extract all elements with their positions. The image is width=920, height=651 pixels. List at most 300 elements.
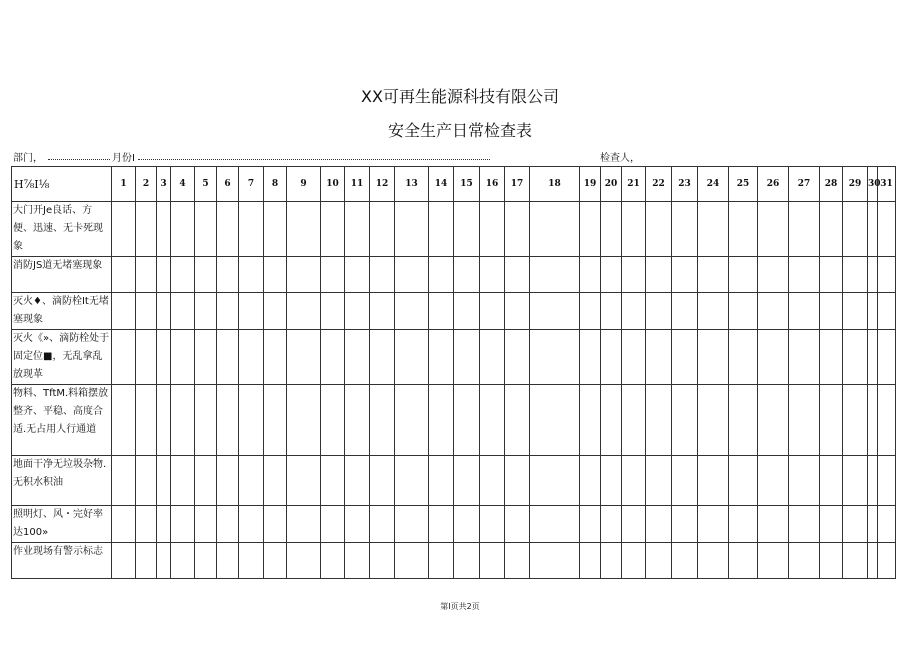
- check-cell-day-1[interactable]: [112, 543, 136, 579]
- check-cell-day-20[interactable]: [601, 543, 622, 579]
- day-header-23: 23: [672, 167, 698, 202]
- check-cell-day-22[interactable]: [646, 456, 672, 506]
- check-cell-day-28[interactable]: [820, 543, 843, 579]
- check-cell-day-4[interactable]: [171, 506, 195, 543]
- check-cell-day-14[interactable]: [429, 506, 454, 543]
- check-cell-day-6[interactable]: [217, 257, 239, 293]
- check-cell-day-13[interactable]: [395, 385, 429, 456]
- check-cell-day-30[interactable]: [868, 506, 878, 543]
- day-header-13: 13: [395, 167, 429, 202]
- check-item-label: 作业现场有警示标志: [12, 543, 112, 579]
- form-title: 安全生产日常检查表: [387, 121, 532, 140]
- check-cell-day-30[interactable]: [868, 543, 878, 579]
- day-header-5: 5: [195, 167, 217, 202]
- item-column-header: H⅞I⅛: [12, 167, 112, 202]
- check-cell-day-30[interactable]: [868, 293, 878, 330]
- check-cell-day-6[interactable]: [217, 506, 239, 543]
- check-cell-day-3[interactable]: [157, 202, 171, 257]
- check-cell-day-27[interactable]: [789, 543, 820, 579]
- check-cell-day-12[interactable]: [370, 257, 395, 293]
- check-cell-day-18[interactable]: [530, 506, 580, 543]
- check-cell-day-27[interactable]: [789, 257, 820, 293]
- day-header-19: 19: [580, 167, 601, 202]
- check-cell-day-21[interactable]: [622, 506, 646, 543]
- check-cell-day-29[interactable]: [843, 543, 868, 579]
- day-header-7: 7: [239, 167, 264, 202]
- check-cell-day-8[interactable]: [264, 330, 287, 385]
- check-cell-day-31[interactable]: [878, 506, 896, 543]
- check-cell-day-15[interactable]: [454, 506, 480, 543]
- check-cell-day-28[interactable]: [820, 506, 843, 543]
- check-cell-day-10[interactable]: [321, 506, 345, 543]
- check-cell-day-11[interactable]: [345, 257, 370, 293]
- check-cell-day-23[interactable]: [672, 456, 698, 506]
- check-cell-day-23[interactable]: [672, 543, 698, 579]
- check-cell-day-7[interactable]: [239, 456, 264, 506]
- check-cell-day-5[interactable]: [195, 456, 217, 506]
- day-header-31: 31: [878, 167, 896, 202]
- check-cell-day-9[interactable]: [287, 543, 321, 579]
- check-cell-day-11[interactable]: [345, 330, 370, 385]
- check-cell-day-13[interactable]: [395, 456, 429, 506]
- check-cell-day-9[interactable]: [287, 506, 321, 543]
- check-cell-day-28[interactable]: [820, 385, 843, 456]
- check-cell-day-30[interactable]: [868, 257, 878, 293]
- check-cell-day-3[interactable]: [157, 543, 171, 579]
- check-cell-day-19[interactable]: [580, 456, 601, 506]
- check-cell-day-22[interactable]: [646, 385, 672, 456]
- check-cell-day-27[interactable]: [789, 506, 820, 543]
- check-cell-day-12[interactable]: [370, 293, 395, 330]
- check-cell-day-10[interactable]: [321, 543, 345, 579]
- check-cell-day-24[interactable]: [698, 456, 729, 506]
- check-cell-day-29[interactable]: [843, 202, 868, 257]
- check-cell-day-6[interactable]: [217, 385, 239, 456]
- check-cell-day-7[interactable]: [239, 330, 264, 385]
- check-cell-day-12[interactable]: [370, 506, 395, 543]
- check-cell-day-25[interactable]: [729, 257, 758, 293]
- table-row: [12, 385, 896, 456]
- check-cell-day-19[interactable]: [580, 543, 601, 579]
- check-cell-day-24[interactable]: [698, 330, 729, 385]
- check-item-label: 照明灯、风・完好率达100»: [12, 506, 112, 543]
- check-cell-day-3[interactable]: [157, 257, 171, 293]
- check-cell-day-13[interactable]: [395, 293, 429, 330]
- check-cell-day-7[interactable]: [239, 506, 264, 543]
- check-cell-day-9[interactable]: [287, 293, 321, 330]
- check-cell-day-26[interactable]: [758, 506, 789, 543]
- check-cell-day-25[interactable]: [729, 293, 758, 330]
- check-cell-day-11[interactable]: [345, 543, 370, 579]
- month-label: 月份I: [112, 153, 135, 164]
- table-row: [12, 330, 896, 385]
- check-cell-day-6[interactable]: [217, 202, 239, 257]
- check-cell-day-23[interactable]: [672, 257, 698, 293]
- day-header-26: 26: [758, 167, 789, 202]
- check-cell-day-29[interactable]: [843, 330, 868, 385]
- month-fill-line[interactable]: [138, 149, 490, 160]
- check-cell-day-1[interactable]: [112, 257, 136, 293]
- check-cell-day-24[interactable]: [698, 293, 729, 330]
- check-item-label: 灭火♦、滴防栓It无堵塞现象: [12, 293, 112, 330]
- check-cell-day-31[interactable]: [878, 330, 896, 385]
- day-header-4: 4: [171, 167, 195, 202]
- check-cell-day-21[interactable]: [622, 456, 646, 506]
- check-cell-day-14[interactable]: [429, 456, 454, 506]
- check-cell-day-6[interactable]: [217, 543, 239, 579]
- check-cell-day-26[interactable]: [758, 456, 789, 506]
- check-cell-day-26[interactable]: [758, 543, 789, 579]
- check-cell-day-28[interactable]: [820, 330, 843, 385]
- day-header-22: 22: [646, 167, 672, 202]
- check-cell-day-13[interactable]: [395, 543, 429, 579]
- check-cell-day-20[interactable]: [601, 293, 622, 330]
- check-item-label: 灭火《»、滴防栓处于固定位■，无乱拿乱放现革: [12, 330, 112, 385]
- check-cell-day-27[interactable]: [789, 456, 820, 506]
- check-cell-day-12[interactable]: [370, 330, 395, 385]
- check-cell-day-25[interactable]: [729, 330, 758, 385]
- check-cell-day-24[interactable]: [698, 202, 729, 257]
- page-number: 第Ⅰ页共2页: [440, 602, 480, 611]
- check-cell-day-20[interactable]: [601, 257, 622, 293]
- check-cell-day-3[interactable]: [157, 385, 171, 456]
- check-cell-day-4[interactable]: [171, 543, 195, 579]
- check-cell-day-5[interactable]: [195, 257, 217, 293]
- check-cell-day-17[interactable]: [505, 543, 530, 579]
- check-cell-day-2[interactable]: [136, 293, 157, 330]
- check-cell-day-18[interactable]: [530, 293, 580, 330]
- check-cell-day-7[interactable]: [239, 257, 264, 293]
- day-header-25: 25: [729, 167, 758, 202]
- check-cell-day-18[interactable]: [530, 456, 580, 506]
- check-cell-day-6[interactable]: [217, 456, 239, 506]
- day-header-8: 8: [264, 167, 287, 202]
- check-cell-day-28[interactable]: [820, 293, 843, 330]
- check-cell-day-15[interactable]: [454, 202, 480, 257]
- check-cell-day-8[interactable]: [264, 543, 287, 579]
- check-cell-day-10[interactable]: [321, 293, 345, 330]
- check-cell-day-31[interactable]: [878, 385, 896, 456]
- check-cell-day-30[interactable]: [868, 330, 878, 385]
- check-cell-day-23[interactable]: [672, 385, 698, 456]
- check-cell-day-26[interactable]: [758, 293, 789, 330]
- check-cell-day-2[interactable]: [136, 257, 157, 293]
- check-cell-day-1[interactable]: [112, 506, 136, 543]
- check-cell-day-13[interactable]: [395, 257, 429, 293]
- check-cell-day-10[interactable]: [321, 257, 345, 293]
- day-header-14: 14: [429, 167, 454, 202]
- check-cell-day-25[interactable]: [729, 202, 758, 257]
- check-cell-day-31[interactable]: [878, 543, 896, 579]
- check-cell-day-21[interactable]: [622, 257, 646, 293]
- check-cell-day-12[interactable]: [370, 456, 395, 506]
- check-cell-day-8[interactable]: [264, 257, 287, 293]
- check-cell-day-2[interactable]: [136, 456, 157, 506]
- check-cell-day-8[interactable]: [264, 506, 287, 543]
- check-cell-day-19[interactable]: [580, 257, 601, 293]
- check-cell-day-30[interactable]: [868, 456, 878, 506]
- check-cell-day-23[interactable]: [672, 330, 698, 385]
- check-cell-day-5[interactable]: [195, 330, 217, 385]
- check-cell-day-25[interactable]: [729, 543, 758, 579]
- check-cell-day-10[interactable]: [321, 385, 345, 456]
- check-cell-day-27[interactable]: [789, 293, 820, 330]
- check-cell-day-11[interactable]: [345, 506, 370, 543]
- check-cell-day-16[interactable]: [480, 293, 505, 330]
- check-cell-day-8[interactable]: [264, 202, 287, 257]
- day-header-9: 9: [287, 167, 321, 202]
- check-cell-day-24[interactable]: [698, 385, 729, 456]
- check-cell-day-3[interactable]: [157, 456, 171, 506]
- check-cell-day-10[interactable]: [321, 330, 345, 385]
- check-item-label: 大门开Je良话、方便、迅速、无卡死现象: [12, 202, 112, 257]
- check-cell-day-9[interactable]: [287, 330, 321, 385]
- check-cell-day-20[interactable]: [601, 506, 622, 543]
- check-cell-day-1[interactable]: [112, 385, 136, 456]
- check-cell-day-26[interactable]: [758, 385, 789, 456]
- check-cell-day-5[interactable]: [195, 543, 217, 579]
- check-cell-day-26[interactable]: [758, 257, 789, 293]
- check-cell-day-7[interactable]: [239, 543, 264, 579]
- check-cell-day-16[interactable]: [480, 543, 505, 579]
- day-header-2: 2: [136, 167, 157, 202]
- check-cell-day-27[interactable]: [789, 385, 820, 456]
- check-cell-day-4[interactable]: [171, 257, 195, 293]
- check-cell-day-21[interactable]: [622, 293, 646, 330]
- day-header-18: 18: [530, 167, 580, 202]
- check-cell-day-4[interactable]: [171, 293, 195, 330]
- check-cell-day-28[interactable]: [820, 202, 843, 257]
- check-cell-day-1[interactable]: [112, 330, 136, 385]
- check-cell-day-4[interactable]: [171, 202, 195, 257]
- check-cell-day-25[interactable]: [729, 506, 758, 543]
- check-item-label: 地面干净无垃圾杂物.无积水积油: [12, 456, 112, 506]
- check-cell-day-28[interactable]: [820, 257, 843, 293]
- check-cell-day-1[interactable]: [112, 456, 136, 506]
- check-cell-day-29[interactable]: [843, 257, 868, 293]
- check-cell-day-22[interactable]: [646, 506, 672, 543]
- check-cell-day-6[interactable]: [217, 330, 239, 385]
- check-cell-day-26[interactable]: [758, 330, 789, 385]
- check-cell-day-16[interactable]: [480, 456, 505, 506]
- check-cell-day-29[interactable]: [843, 506, 868, 543]
- check-cell-day-12[interactable]: [370, 202, 395, 257]
- check-cell-day-11[interactable]: [345, 456, 370, 506]
- check-cell-day-22[interactable]: [646, 330, 672, 385]
- check-cell-day-6[interactable]: [217, 293, 239, 330]
- check-cell-day-9[interactable]: [287, 385, 321, 456]
- check-cell-day-24[interactable]: [698, 543, 729, 579]
- check-cell-day-1[interactable]: [112, 293, 136, 330]
- day-header-15: 15: [454, 167, 480, 202]
- table-row: [12, 202, 896, 257]
- check-cell-day-10[interactable]: [321, 456, 345, 506]
- check-cell-day-22[interactable]: [646, 257, 672, 293]
- check-cell-day-23[interactable]: [672, 202, 698, 257]
- day-header-28: 28: [820, 167, 843, 202]
- check-item-label: 物料、TftM.料箱摆放整齐、平稳、高度合适.无占用人行通道: [12, 385, 112, 456]
- table-row: [12, 543, 896, 579]
- check-cell-day-20[interactable]: [601, 330, 622, 385]
- check-cell-day-9[interactable]: [287, 456, 321, 506]
- check-cell-day-4[interactable]: [171, 456, 195, 506]
- check-cell-day-15[interactable]: [454, 385, 480, 456]
- check-cell-day-12[interactable]: [370, 385, 395, 456]
- check-cell-day-8[interactable]: [264, 293, 287, 330]
- day-header-30: 30: [868, 167, 878, 202]
- check-cell-day-8[interactable]: [264, 456, 287, 506]
- check-cell-day-5[interactable]: [195, 385, 217, 456]
- check-cell-day-22[interactable]: [646, 543, 672, 579]
- company-name: XX可再生能源科技有限公司: [361, 87, 559, 106]
- check-cell-day-21[interactable]: [622, 330, 646, 385]
- check-cell-day-13[interactable]: [395, 202, 429, 257]
- check-cell-day-3[interactable]: [157, 330, 171, 385]
- check-cell-day-15[interactable]: [454, 257, 480, 293]
- check-cell-day-24[interactable]: [698, 506, 729, 543]
- check-cell-day-19[interactable]: [580, 506, 601, 543]
- check-cell-day-2[interactable]: [136, 202, 157, 257]
- check-cell-day-31[interactable]: [878, 293, 896, 330]
- check-item-label: 消防JS道无堵塞现象: [12, 257, 112, 293]
- check-cell-day-13[interactable]: [395, 330, 429, 385]
- check-cell-day-17[interactable]: [505, 257, 530, 293]
- check-cell-day-17[interactable]: [505, 506, 530, 543]
- check-cell-day-14[interactable]: [429, 202, 454, 257]
- check-cell-day-7[interactable]: [239, 202, 264, 257]
- check-cell-day-18[interactable]: [530, 330, 580, 385]
- check-cell-day-18[interactable]: [530, 202, 580, 257]
- check-cell-day-9[interactable]: [287, 257, 321, 293]
- check-cell-day-8[interactable]: [264, 385, 287, 456]
- check-cell-day-23[interactable]: [672, 506, 698, 543]
- check-cell-day-19[interactable]: [580, 202, 601, 257]
- check-cell-day-30[interactable]: [868, 202, 878, 257]
- check-cell-day-23[interactable]: [672, 293, 698, 330]
- check-cell-day-31[interactable]: [878, 257, 896, 293]
- check-cell-day-16[interactable]: [480, 330, 505, 385]
- check-cell-day-14[interactable]: [429, 257, 454, 293]
- check-cell-day-9[interactable]: [287, 202, 321, 257]
- check-cell-day-16[interactable]: [480, 506, 505, 543]
- check-cell-day-2[interactable]: [136, 543, 157, 579]
- check-cell-day-27[interactable]: [789, 330, 820, 385]
- check-cell-day-31[interactable]: [878, 202, 896, 257]
- check-cell-day-11[interactable]: [345, 385, 370, 456]
- check-cell-day-16[interactable]: [480, 257, 505, 293]
- check-cell-day-21[interactable]: [622, 385, 646, 456]
- day-header-6: 6: [217, 167, 239, 202]
- check-cell-day-16[interactable]: [480, 385, 505, 456]
- check-cell-day-20[interactable]: [601, 456, 622, 506]
- day-header-16: 16: [480, 167, 505, 202]
- check-cell-day-7[interactable]: [239, 385, 264, 456]
- check-cell-day-5[interactable]: [195, 293, 217, 330]
- check-cell-day-3[interactable]: [157, 293, 171, 330]
- check-cell-day-11[interactable]: [345, 293, 370, 330]
- day-header-27: 27: [789, 167, 820, 202]
- check-cell-day-19[interactable]: [580, 330, 601, 385]
- table-row: [12, 506, 896, 543]
- check-cell-day-14[interactable]: [429, 385, 454, 456]
- check-cell-day-21[interactable]: [622, 543, 646, 579]
- check-cell-day-15[interactable]: [454, 293, 480, 330]
- check-cell-day-28[interactable]: [820, 456, 843, 506]
- check-cell-day-19[interactable]: [580, 385, 601, 456]
- check-cell-day-17[interactable]: [505, 456, 530, 506]
- inspection-table: [11, 166, 896, 579]
- check-cell-day-19[interactable]: [580, 293, 601, 330]
- check-cell-day-1[interactable]: [112, 202, 136, 257]
- check-cell-day-24[interactable]: [698, 257, 729, 293]
- check-cell-day-29[interactable]: [843, 456, 868, 506]
- check-cell-day-4[interactable]: [171, 385, 195, 456]
- check-cell-day-21[interactable]: [622, 202, 646, 257]
- check-cell-day-5[interactable]: [195, 506, 217, 543]
- table-row: [12, 257, 896, 293]
- check-cell-day-29[interactable]: [843, 293, 868, 330]
- check-cell-day-27[interactable]: [789, 202, 820, 257]
- check-cell-day-7[interactable]: [239, 293, 264, 330]
- check-cell-day-14[interactable]: [429, 330, 454, 385]
- check-cell-day-15[interactable]: [454, 456, 480, 506]
- check-cell-day-22[interactable]: [646, 293, 672, 330]
- day-header-24: 24: [698, 167, 729, 202]
- department-label: 部门，: [13, 153, 43, 164]
- check-cell-day-18[interactable]: [530, 543, 580, 579]
- day-header-29: 29: [843, 167, 868, 202]
- check-cell-day-14[interactable]: [429, 293, 454, 330]
- check-cell-day-12[interactable]: [370, 543, 395, 579]
- check-cell-day-5[interactable]: [195, 202, 217, 257]
- check-cell-day-4[interactable]: [171, 330, 195, 385]
- check-cell-day-17[interactable]: [505, 330, 530, 385]
- day-header-21: 21: [622, 167, 646, 202]
- day-header-1: 1: [112, 167, 136, 202]
- check-cell-day-14[interactable]: [429, 543, 454, 579]
- table-row: [12, 293, 896, 330]
- check-cell-day-17[interactable]: [505, 293, 530, 330]
- check-cell-day-3[interactable]: [157, 506, 171, 543]
- check-cell-day-18[interactable]: [530, 385, 580, 456]
- check-cell-day-20[interactable]: [601, 385, 622, 456]
- check-cell-day-31[interactable]: [878, 456, 896, 506]
- check-cell-day-2[interactable]: [136, 506, 157, 543]
- day-header-17: 17: [505, 167, 530, 202]
- check-cell-day-29[interactable]: [843, 385, 868, 456]
- check-cell-day-17[interactable]: [505, 202, 530, 257]
- check-cell-day-2[interactable]: [136, 330, 157, 385]
- day-header-12: 12: [370, 167, 395, 202]
- check-cell-day-2[interactable]: [136, 385, 157, 456]
- check-cell-day-11[interactable]: [345, 202, 370, 257]
- check-cell-day-13[interactable]: [395, 506, 429, 543]
- check-cell-day-18[interactable]: [530, 257, 580, 293]
- check-cell-day-30[interactable]: [868, 385, 878, 456]
- check-cell-day-26[interactable]: [758, 202, 789, 257]
- table-row: [12, 456, 896, 506]
- check-cell-day-22[interactable]: [646, 202, 672, 257]
- check-cell-day-15[interactable]: [454, 330, 480, 385]
- check-cell-day-10[interactable]: [321, 202, 345, 257]
- check-cell-day-15[interactable]: [454, 543, 480, 579]
- check-cell-day-25[interactable]: [729, 385, 758, 456]
- check-cell-day-20[interactable]: [601, 202, 622, 257]
- check-cell-day-17[interactable]: [505, 385, 530, 456]
- check-cell-day-16[interactable]: [480, 202, 505, 257]
- check-cell-day-25[interactable]: [729, 456, 758, 506]
- department-fill-line[interactable]: [48, 149, 110, 160]
